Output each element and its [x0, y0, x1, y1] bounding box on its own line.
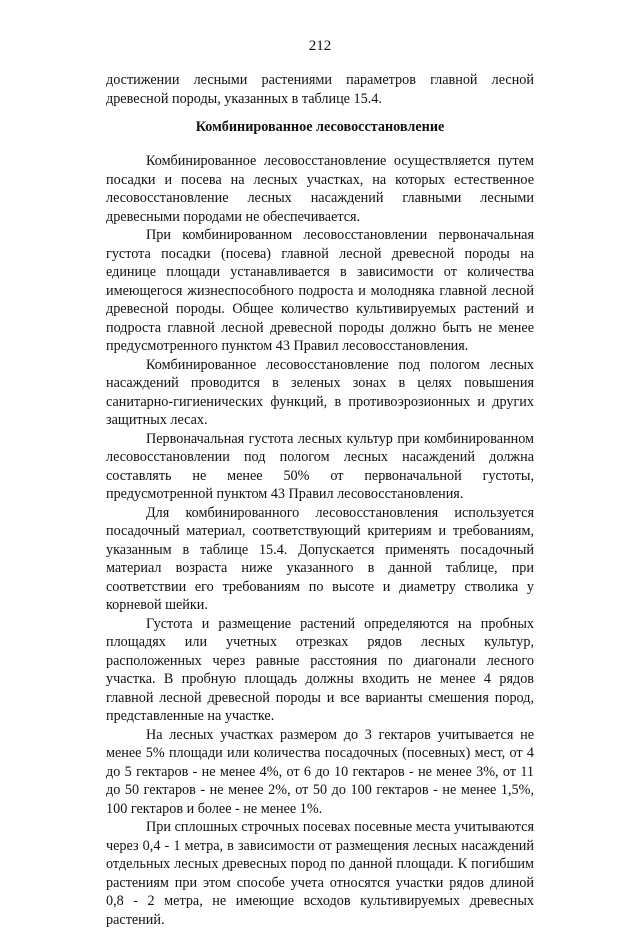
paragraph-2: При комбинированном лесовосстановлении первоначальная густота посадки (посева) главной лесной древесной породы на единице площади устанавливается в зависимости от количества имеющегося жизнеспособного подроста и молодняка главной лесной древесной породы. Общее количество культивируемых растений и подроста главной лесной древесной породы должно быть не менее предусмотренного пунктом 43 Правил лесовосстановления. [106, 227, 534, 354]
section-heading: Комбинированное лесовосстановление [195, 119, 445, 135]
document-page [106, 38, 534, 929]
continuation-paragraph: достижении лесными растениями параметров главной лесной древесной породы, указанных в таблице 15.4. [106, 72, 534, 107]
paragraph-7: На лесных участках размером до 3 гектаров учитывается не менее 5% площади или количества посадочных (посевных) мест, от 4 до 5 гектаров - не менее 4%, от 6 до 10 гектаров - не менее 3%, от 11 до 50 гектаров - не менее 2%, от 50 до 100 гектаров - не менее 1,5%, 100 гектаров и более - не менее 1%. [106, 726, 534, 817]
paragraph-4: Первоначальная густота лесных культур при комбинированном лесовосстановлении под пологом лесных насаждений должна составлять не менее 50% от первоначальной густоты, предусмотренной пунктом 43 Правил лесовосстановления. [106, 430, 534, 502]
paragraph-1: Комбинированное лесовосстановление осуществляется путем посадки и посева на лесных участках, на которых естественное лесовосстановление лесных насаждений главными лесными древесными породами не обеспечивается. [106, 153, 534, 225]
paragraph-5: Для комбинированного лесовосстановления используется посадочный материал, соответствующий критериям и требованиям, указанным в таблице 15.4. Допускается применять посадочный материал возраста ниже указанного в данной таблице, при соответствии его требованиям по высоте и диаметру стволика у корневой шейки. [106, 504, 534, 613]
paragraph-8: При сплошных строчных посевах посевные места учитываются через 0,4 - 1 метра, в зависимости от размещения лесных насаждений отдельных лесных древесных пород по данной площади. К погибшим растениям при этом способе учета относятся участки рядов длиной 0,8 - 2 метра, не имеющие всходов культивируемых древесных растений. [106, 819, 534, 928]
paragraph-3: Комбинированное лесовосстановление под пологом лесных насаждений проводится в зеленых зонах в целях повышения санитарно-гигиенических функций, в противоэрозионных и других защитных лесах. [106, 356, 534, 428]
page-number: 212 [308, 38, 332, 54]
paragraph-6: Густота и размещение растений определяются на пробных площадях или учетных отрезках рядов лесных культур, расположенных через равные расстояния по диагонали лесного участка. В пробную площадь должны входить не менее 4 рядов главной лесной древесной породы и все варианты смешения пород, представленные на участке. [106, 615, 534, 724]
